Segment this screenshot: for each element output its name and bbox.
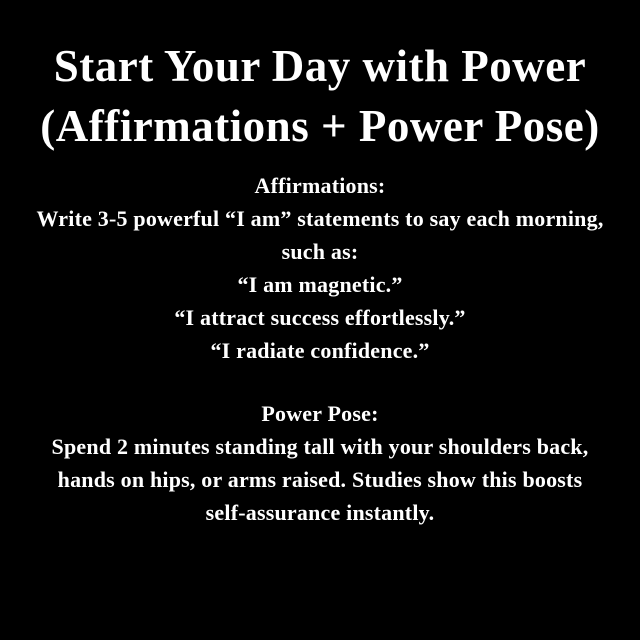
page-title-line-2: (Affirmations + Power Pose): [40, 101, 600, 151]
power-pose-heading: Power Pose:: [261, 401, 379, 426]
affirmations-intro-line-2: such as:: [281, 239, 359, 264]
affirmations-intro-line-1: Write 3-5 powerful “I am” statements to say each morning,: [36, 206, 604, 231]
page-title-line-1: Start Your Day with Power: [53, 41, 587, 91]
affirmations-section: [0, 169, 640, 367]
affirmations-heading: Affirmations:: [254, 173, 386, 198]
affirmation-example-2: “I attract success effortlessly.”: [174, 305, 466, 330]
power-pose-line-2: hands on hips, or arms raised. Studies show this boosts: [57, 467, 583, 492]
affirmation-example-1: “I am magnetic.”: [237, 272, 403, 297]
page-title: [0, 0, 640, 156]
power-pose-line-3: self-assurance instantly.: [205, 500, 435, 525]
affirmation-example-3: “I radiate confidence.”: [210, 338, 430, 363]
power-pose-line-1: Spend 2 minutes standing tall with your shoulders back,: [51, 434, 589, 459]
power-pose-section: [0, 397, 640, 529]
